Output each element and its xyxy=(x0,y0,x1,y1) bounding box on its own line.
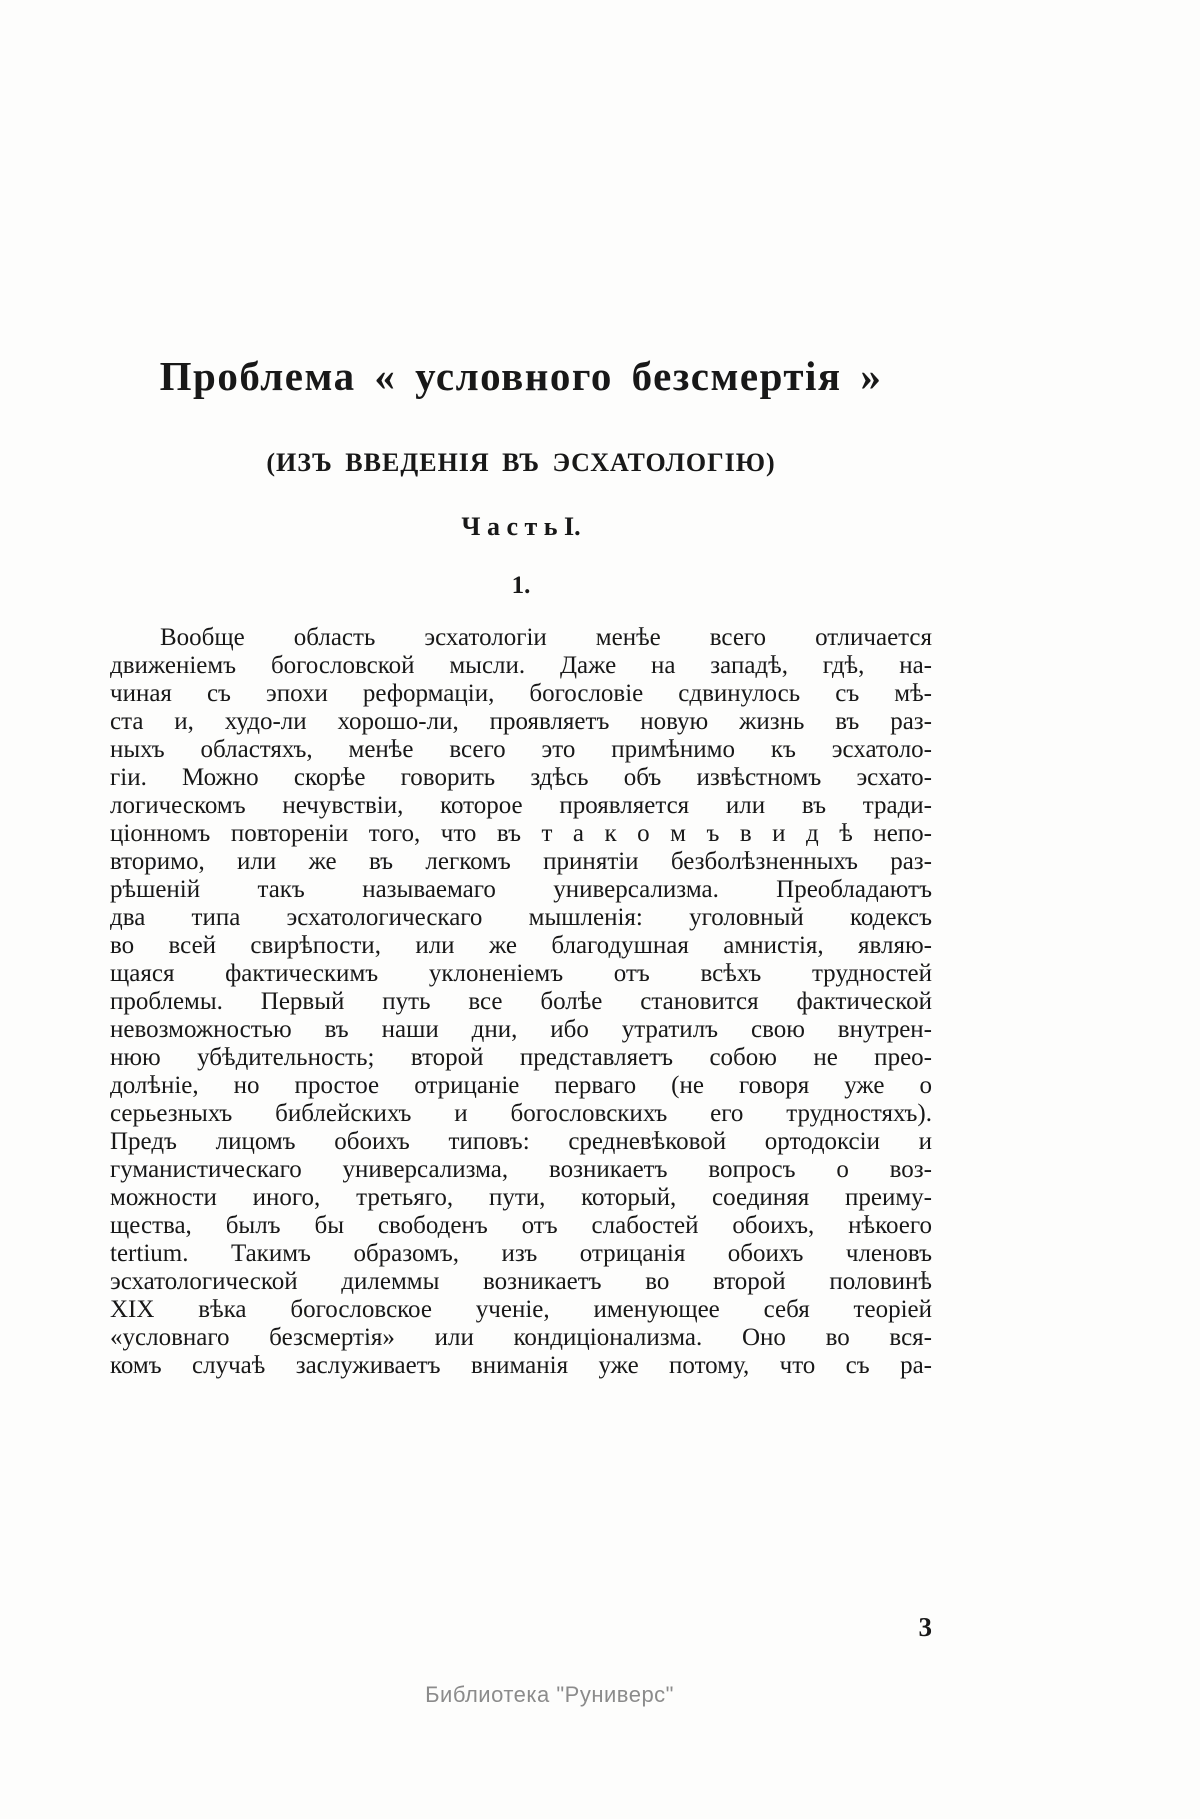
body-line: tertium. Такимъ образомъ, изъ отрицанія обоихъ членовъ xyxy=(110,1240,932,1267)
body-line: нюю убѣдительность; второй представляетъ собою не прео- xyxy=(110,1044,932,1071)
page-number: 3 xyxy=(918,1612,932,1642)
body-line: серьезныхъ библейскихъ и богословскихъ его трудностяхъ). xyxy=(110,1100,932,1127)
body-line: Вообще область эсхатологіи менѣе всего отличается xyxy=(160,624,932,651)
body-line: проблемы. Первый путь все болѣе становится фактической xyxy=(110,988,932,1015)
body-line: гуманистическаго универсализма, возникаетъ вопросъ о воз- xyxy=(110,1156,932,1183)
body-line: Предъ лицомъ обоихъ типовъ: средневѣковой ортодоксіи и xyxy=(110,1128,932,1155)
body-line: щества, былъ бы свободенъ отъ слабостей обоихъ, нѣкоего xyxy=(110,1212,932,1239)
body-line: невозможностью въ наши дни, ибо утратилъ свою внутрен- xyxy=(110,1016,932,1043)
body-line: рѣшеній такъ называемаго универсализма. Преобладаютъ xyxy=(110,876,932,903)
body-line: ста и, худо-ли хорошо-ли, проявляетъ новую жизнь въ раз- xyxy=(110,708,932,735)
body-line: два типа эсхатологическаго мышленія: уголовный кодексъ xyxy=(110,904,932,931)
body-line: движеніемъ богословской мысли. Даже на западѣ, гдѣ, на- xyxy=(110,652,932,679)
body-line: эсхатологической дилеммы возникаетъ во второй половинѣ xyxy=(110,1268,932,1295)
body-line: щаяся фактическимъ уклоненіемъ отъ всѣхъ трудностей xyxy=(110,960,932,987)
body-line: XIX вѣка богословское ученіе, именующее себя теоріей xyxy=(110,1296,932,1323)
section-number: 1. xyxy=(511,572,531,599)
body-line: можности иного, третьяго, пути, который, соединяя преиму- xyxy=(110,1184,932,1211)
body-line: «условнаго безсмертія» или кондиціонализма. Оно во вся- xyxy=(110,1324,932,1351)
body-line: гіи. Можно скорѣе говорить здѣсь объ извѣстномъ эсхато- xyxy=(110,764,932,791)
page-subtitle: (ИЗЪ ВВЕДЕНІЯ ВЪ ЭСХАТОЛОГІЮ) xyxy=(266,448,776,477)
body-line: чиная съ эпохи реформаціи, богословіе сдвинулось съ мѣ- xyxy=(110,680,932,707)
body-line: во всей свирѣпости, или же благодушная амнистія, являю- xyxy=(110,932,932,959)
body-line: логическомъ нечувствіи, которое проявляется или въ тради- xyxy=(110,792,932,819)
body-line: ціонномъ повтореніи того, что въ т а к о м ъ в и д ѣ непо- xyxy=(110,820,932,847)
library-watermark: Библиотека "Руниверс" xyxy=(425,1682,674,1707)
page-title: Проблема « условного безсмертія » xyxy=(159,353,883,399)
body-line: вторимо, или же въ легкомъ принятіи безболѣзненныхъ раз- xyxy=(110,848,932,875)
part-heading: Ч а с т ь I. xyxy=(461,512,581,541)
body-line: ныхъ областяхъ, менѣе всего это примѣнимо къ эсхатоло- xyxy=(110,736,932,763)
body-text-paragraph xyxy=(110,624,932,1380)
body-line: долѣніе, но простое отрицаніе перваго (не говоря уже о xyxy=(110,1072,932,1099)
body-line: комъ случаѣ заслуживаетъ вниманія уже потому, что съ ра- xyxy=(110,1352,932,1379)
